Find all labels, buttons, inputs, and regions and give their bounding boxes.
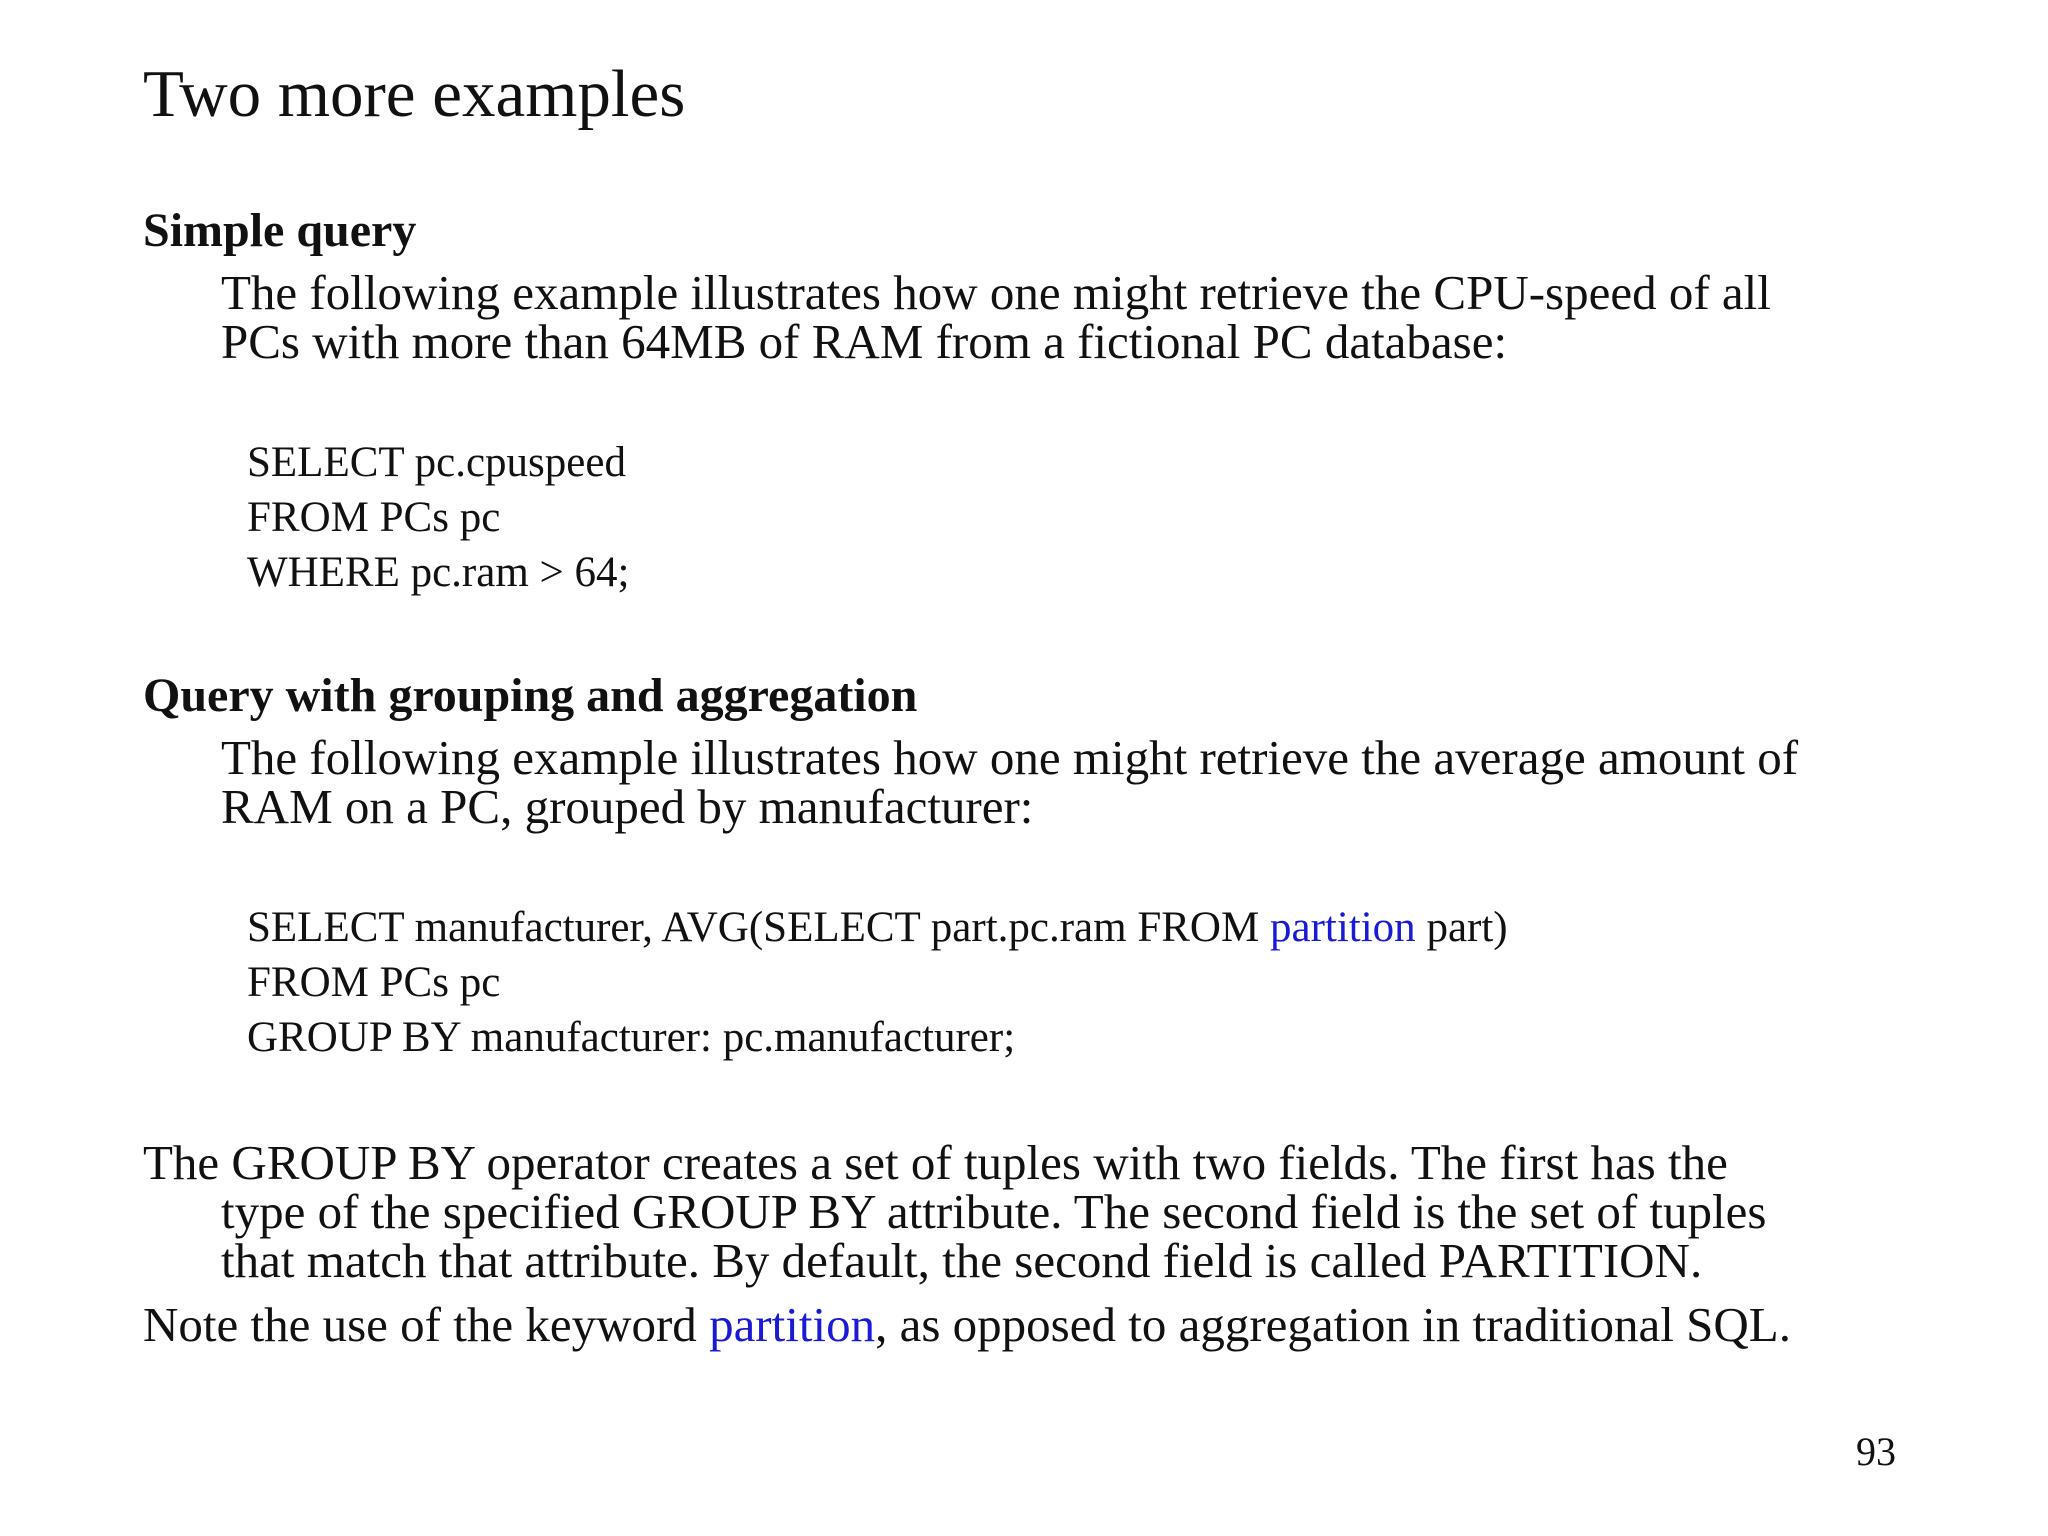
grouping-query-code	[247, 900, 1508, 1065]
explanation-line2: type of the specified GROUP BY attribute. The second field is the set of tuples	[221, 1184, 1767, 1239]
explanation-line3: that match that attribute. By default, the second field is called PARTITION.	[221, 1233, 1703, 1288]
explanation-line1: The GROUP BY operator creates a set of tuples with two fields. The first has the	[143, 1135, 1728, 1190]
note-text: , as opposed to aggregation in traditional SQL.	[875, 1297, 1791, 1352]
code-text: SELECT manufacturer, AVG(SELECT part.pc.ram FROM	[247, 904, 1270, 951]
simple-query-code	[247, 435, 630, 600]
grouping-query-description-line2: RAM on a PC, grouped by manufacturer:	[221, 779, 1034, 834]
page-number: 93	[1856, 1429, 1896, 1474]
note-text: Note the use of the keyword	[143, 1297, 710, 1352]
group-by-explanation	[143, 1135, 2001, 1288]
grouping-query-description-line1: The following example illustrates how one might retrieve the average amount of	[221, 730, 1799, 785]
partition-note	[143, 1297, 2001, 1352]
partition-keyword: partition	[709, 1297, 876, 1352]
partition-keyword: partition	[1269, 904, 1416, 951]
slide-title: Two more examples	[143, 57, 686, 131]
grouping-query-description	[221, 730, 1921, 834]
code-line: FROM PCs pc	[247, 494, 501, 541]
code-line	[247, 900, 1508, 955]
code-line: SELECT pc.cpuspeed	[247, 439, 626, 486]
simple-query-description-line1: The following example illustrates how one might retrieve the CPU-speed of all	[221, 265, 1771, 320]
code-text: part)	[1415, 904, 1508, 951]
grouping-query-heading: Query with grouping and aggregation	[143, 669, 918, 722]
code-line: WHERE pc.ram > 64;	[247, 549, 630, 596]
simple-query-heading: Simple query	[143, 204, 417, 257]
simple-query-description-line2: PCs with more than 64MB of RAM from a fictional PC database:	[221, 314, 1508, 369]
code-line: GROUP BY manufacturer: pc.manufacturer;	[247, 1014, 1016, 1061]
simple-query-description	[221, 265, 1921, 369]
code-line: FROM PCs pc	[247, 959, 501, 1006]
